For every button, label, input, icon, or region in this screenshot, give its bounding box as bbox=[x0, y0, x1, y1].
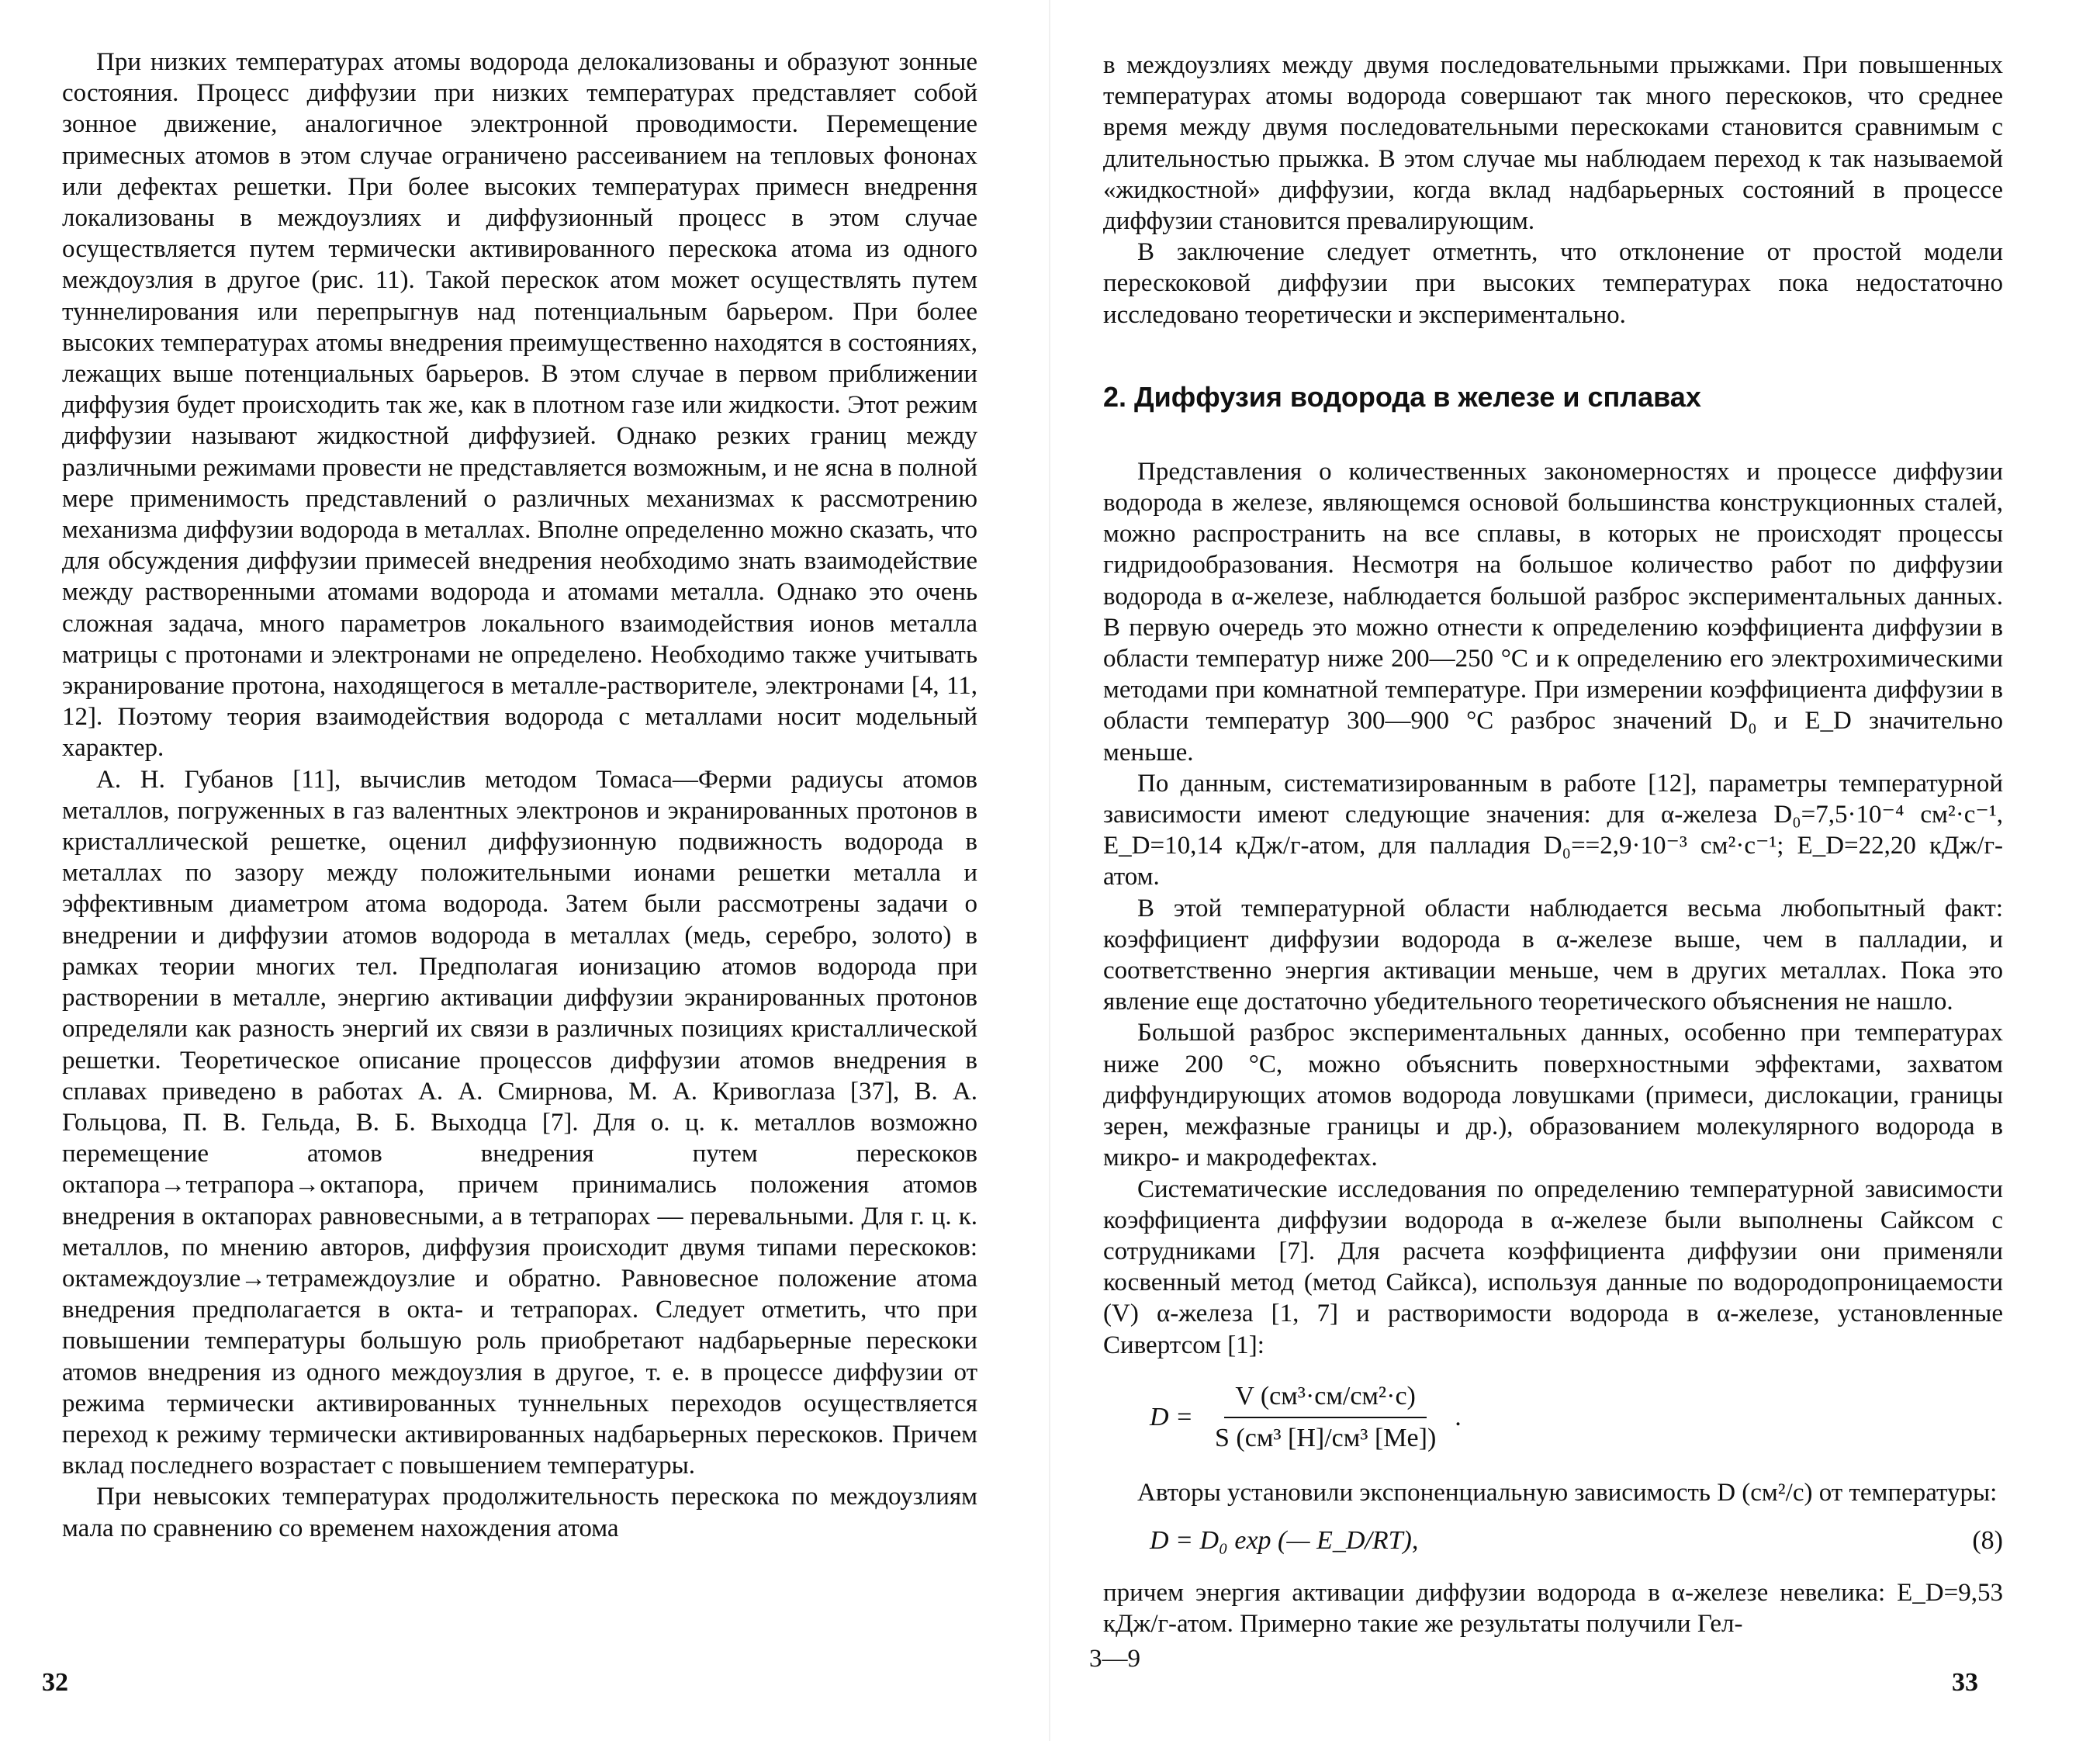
right-paragraph-2: В заключение следует отметнть, что отклонение от простой модели перескоковой диффузии при высоких температурах пока недостаточно исследовано теоретически и экспериментально. bbox=[1103, 238, 2003, 329]
signature-mark: 3—9 bbox=[1089, 1645, 1140, 1673]
right-text-column bbox=[1103, 50, 2003, 1639]
right-paragraph-4: По данным, систематизированным в работе [12], параметры температурной зависимости имеют следующие значения: для α-железа D₀=7,5·10⁻⁴ см²·с⁻¹, E_D=10,14 кДж/г-атом, для палладия D₀==2,9·10⁻³ см²·с⁻¹; E_D=22,20 кДж/г-атом. bbox=[1103, 769, 2003, 891]
page-number-left: 32 bbox=[42, 1668, 68, 1697]
left-text-column bbox=[62, 47, 977, 1544]
equation-8 bbox=[1103, 1525, 2003, 1556]
right-paragraph-6: Большой разброс экспериментальных данных, особенно при температурах ниже 200 °С, можно объяснить поверхностными эффектами, захватом диффундирующих атомов водорода ловушками (примеси, дислокации, границы зерен, межфазные границы и др.), образованием молекулярного водорода в микро- и макродефектах. bbox=[1103, 1019, 2003, 1172]
section-heading: 2. Диффузия водорода в железе и сплавах bbox=[1103, 380, 1701, 413]
right-paragraph-3: Представления о количественных закономерностях и процессе диффузии водорода в железе, являющемся основой большинства конструкционных сталей, можно распространить на все сплавы, в которых не происходят процессы гидридообразования. Несмотря на большое количество работ по диффузии водорода в α-железе, наблюдается большой разброс экспериментальных данных. В первую очередь это можно отнести к определению коэффициента диффузии в области температур ниже 200—250 °С и к определению его электрохимическими методами при комнатной температуре. При измерении коэффициента диффузии в области температур 300—900 °С разброс значений D₀ и E_D значительно меньше. bbox=[1103, 457, 2003, 767]
equation-8-number: (8) bbox=[1972, 1526, 2003, 1556]
formula-lhs: D = bbox=[1150, 1402, 1193, 1431]
right-paragraph-1: в междоузлиях между двумя последовательными прыжками. При повышенных температурах атомы водорода совершают так много перескоков, что среднее время между двумя последовательными перескоками становится сравнимым с длительностью прыжка. В этом случае мы наблюдаем переход к так называемой «жидкостной» диффузии, когда вклад надбарьерных состояний в процессе диффузии становится превалирующим. bbox=[1103, 51, 2003, 236]
page-number-right: 33 bbox=[1952, 1668, 1978, 1697]
formula-diffusion-ratio bbox=[1150, 1381, 2003, 1454]
formula-numerator: V (см³·см/см²·с) bbox=[1224, 1381, 1426, 1418]
formula-tail: . bbox=[1455, 1402, 1462, 1431]
formula-fraction bbox=[1204, 1381, 1447, 1454]
equation-8-expression: D = D₀ exp (— E_D/RT), bbox=[1150, 1526, 1419, 1556]
right-paragraph-8: Авторы установили экспоненциальную зависимость D (см²/с) от температуры: bbox=[1137, 1479, 1998, 1507]
right-paragraph-7: Систематические исследования по определению температурной зависимости коэффициента диффузии водорода в α-железе были выполнены Сайксом с сотрудниками [7]. Для расчета коэффициента диффузии они применяли косвенный метод (метод Сайкса), используя данные по водородопроницаемости (V) α-железа [1, 7] и растворимости водорода в α-железе, установленные Сивертсом [1]: bbox=[1103, 1175, 2003, 1359]
left-paragraph-3: При невысоких температурах продолжительность перескока по междоузлиям мала по сравнению со временем нахождения атома bbox=[62, 1483, 977, 1542]
left-paragraph-1: При низких температурах атомы водорода делокализованы и образуют зонные состояния. Процесс диффузии при низких температурах представляет собой зонное движение, аналогичное электронной проводимости. Перемещение примесных атомов в этом случае ограничено рассеиванием на тепловых фононах или дефектах решетки. При более высоких температурах примесн внедрення локализованы в междоузлиях и диффузионный процесс в этом случае осуществляется путем термически активированного перескока атома из одного междоузлия в другое (рис. 11). Такой перескок атом может осуществлять путем туннелирования или перепрыгнув над потенциальным барьером. При более высоких температурах атомы внедрения преимущественно находятся в состояниях, лежащих выше потенциальных барьеров. В этом случае в первом приближении диффузия будет происходить так же, как в плотном газе или жидкости. Этот режим диффузии называют жидкостной диффузией. Однако резких границ между различными режимами провести не представляется возможным, и не ясна в полной мере применимость представлений о различных механизмах к рассмотрению механизма диффузии водорода в металлах. Вполне определенно можно сказать, что для обсуждения диффузии примесей внедрения необходимо знать взаимодействие между растворенными атомами водорода и атомами металла. Однако это очень сложная задача, много параметров локального взаимодействия ионов металла матрицы с протонами и электронами не определено. Необходимо также учитывать экранирование протона, находящегося в металле-растворителе, электронами [4, 11, 12]. Поэтому теория взаимодействия водорода с металлами носит модельный характер. bbox=[62, 48, 977, 763]
formula-denominator: S (см³ [H]/см³ [Me]) bbox=[1215, 1423, 1437, 1452]
left-paragraph-2: А. Н. Губанов [11], вычислив методом Томаса—Ферми радиусы атомов металлов, погруженных в газ валентных электронов и экранированных протонов в кристаллической решетке, оценил диффузионную подвижность водорода в металлах по зазору между положительными ионами решетки металла и эффективным диаметром атома водорода. Затем были рассмотрены задачи о внедрении и диффузии атомов водорода в металлах (медь, серебро, золото) в рамках теории многих тел. Предполагая ионизацию атомов водорода при растворении в металле, энергию активации диффузии экранированных протонов определяли как разность энергий их связи в различных позициях кристаллической решетки. Теоретическое описание процессов диффузии атомов внедрения в сплавах приведено в работах А. А. Смирнова, М. А. Кривоглаза [37], В. А. Гольцова, П. В. Гельда, В. Б. Выходца [7]. Для о. ц. к. металлов возможно перемещение атомов внедрения путем перескоков октапора→тетрапора→октапора, причем принимались положения атомов внедрения в октапорах равновесными, а в тетрапорах — перевальными. Для г. ц. к. металлов, по мнению авторов, диффузия происходит двумя типами перескоков: октамеждоузлие→тетрамеждоузлие и обратно. Равновесное положение атома внедрения предполагается в окта- и тетрапорах. Следует отметить, что при повышении температуры большую роль приобретают надбарьерные перескоки атомов внедрения из одного междоузлия в другое, т. е. в процессе диффузии от режима термически активированных туннельных переходов осуществляется переход к режиму термически активированных надбарьерных перескоков. Причем вклад последнего возрастает с повышением температуры. bbox=[62, 765, 977, 1480]
right-paragraph-5: В этой температурной области наблюдается весьма любопытный факт: коэффициент диффузии водорода в α-железе выше, чем в палладии, и соответственно энергия активации меньше, чем в других металлах. Пока это явление еще достаточно убедительного теоретического объяснения не нашло. bbox=[1103, 894, 2003, 1016]
right-page bbox=[1050, 0, 2100, 1741]
right-paragraph-9: причем энергия активации диффузии водорода в α-железе невелика: E_D=9,53 кДж/г-атом. Примерно такие же результаты получили Гел- bbox=[1103, 1578, 2003, 1638]
